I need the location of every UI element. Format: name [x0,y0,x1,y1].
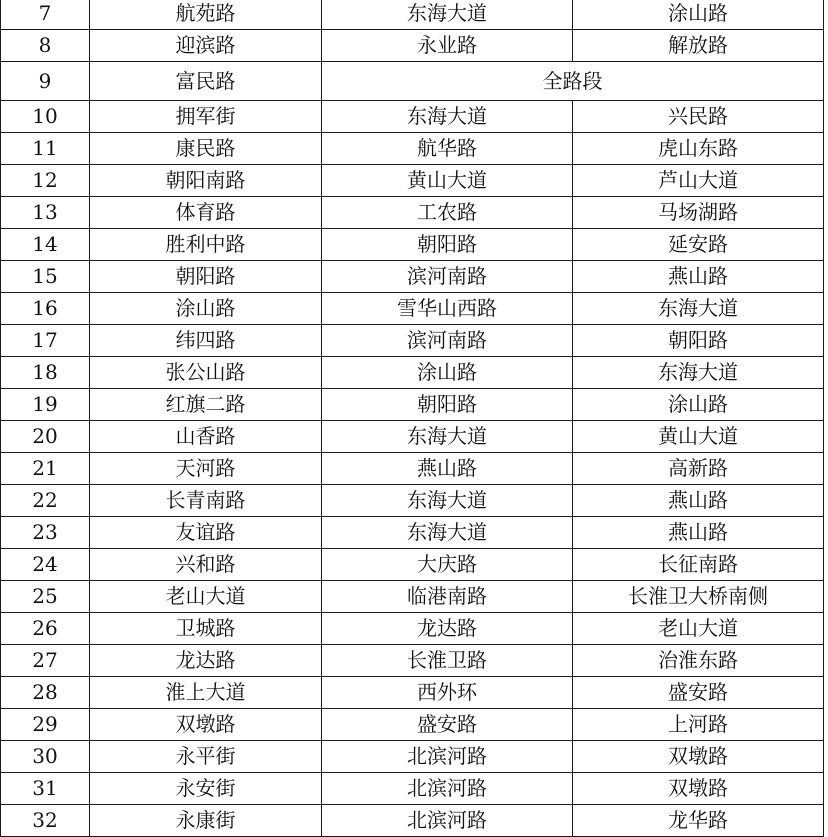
row-number: 12 [1,165,90,197]
section-start: 北滨河路 [322,773,573,805]
section-end: 燕山路 [573,261,824,293]
table-row [1,485,824,517]
table-row [1,261,824,293]
road-name: 迎滨路 [90,30,322,62]
table-row [1,613,824,645]
table-row [1,453,824,485]
row-number: 23 [1,517,90,549]
section-start: 雪华山西路 [322,293,573,325]
row-number: 18 [1,357,90,389]
road-name: 永康街 [90,805,322,837]
table-row [1,421,824,453]
road-name: 张公山路 [90,357,322,389]
road-table-body [1,0,824,837]
row-number: 29 [1,709,90,741]
section-end: 双墩路 [573,773,824,805]
section-end: 长淮卫大桥南侧 [573,581,824,613]
section-end: 朝阳路 [573,325,824,357]
road-name: 龙达路 [90,645,322,677]
road-name: 航苑路 [90,0,322,30]
section-end: 长征南路 [573,549,824,581]
table-row [1,62,824,101]
section-end: 黄山大道 [573,421,824,453]
road-name: 长青南路 [90,485,322,517]
table-row [1,293,824,325]
section-end: 马场湖路 [573,197,824,229]
section-start: 东海大道 [322,421,573,453]
row-number: 32 [1,805,90,837]
row-number: 17 [1,325,90,357]
road-name: 涂山路 [90,293,322,325]
row-number: 26 [1,613,90,645]
section-end: 虎山东路 [573,133,824,165]
section-start: 滨河南路 [322,261,573,293]
section-full-length: 全路段 [322,62,824,101]
road-name: 兴和路 [90,549,322,581]
section-start: 西外环 [322,677,573,709]
table-row [1,165,824,197]
section-end: 上河路 [573,709,824,741]
section-end: 涂山路 [573,389,824,421]
row-number: 20 [1,421,90,453]
row-number: 9 [1,62,90,101]
table-row [1,805,824,837]
road-name: 永平街 [90,741,322,773]
section-start: 朝阳路 [322,229,573,261]
section-end: 芦山大道 [573,165,824,197]
table-row [1,709,824,741]
table-row [1,0,824,30]
row-number: 10 [1,101,90,133]
table-row [1,549,824,581]
table-row [1,517,824,549]
table-row [1,197,824,229]
section-start: 北滨河路 [322,805,573,837]
table-row [1,30,824,62]
section-end: 延安路 [573,229,824,261]
section-start: 盛安路 [322,709,573,741]
row-number: 13 [1,197,90,229]
section-start: 燕山路 [322,453,573,485]
table-row [1,741,824,773]
row-number: 7 [1,0,90,30]
table-row [1,773,824,805]
road-name: 纬四路 [90,325,322,357]
road-name: 朝阳路 [90,261,322,293]
section-end: 燕山路 [573,517,824,549]
road-name: 友谊路 [90,517,322,549]
road-name: 山香路 [90,421,322,453]
table-row [1,101,824,133]
table-row [1,357,824,389]
road-name: 老山大道 [90,581,322,613]
section-start: 东海大道 [322,101,573,133]
row-number: 19 [1,389,90,421]
section-start: 朝阳路 [322,389,573,421]
table-row [1,325,824,357]
section-end: 解放路 [573,30,824,62]
row-number: 30 [1,741,90,773]
row-number: 21 [1,453,90,485]
section-start: 东海大道 [322,0,573,30]
road-name: 双墩路 [90,709,322,741]
row-number: 16 [1,293,90,325]
section-end: 兴民路 [573,101,824,133]
section-start: 滨河南路 [322,325,573,357]
row-number: 14 [1,229,90,261]
section-start: 东海大道 [322,485,573,517]
section-end: 双墩路 [573,741,824,773]
section-end: 龙华路 [573,805,824,837]
road-name: 卫城路 [90,613,322,645]
row-number: 27 [1,645,90,677]
section-start: 东海大道 [322,517,573,549]
road-name: 富民路 [90,62,322,101]
section-start: 北滨河路 [322,741,573,773]
table-row [1,389,824,421]
road-name: 红旗二路 [90,389,322,421]
road-name: 康民路 [90,133,322,165]
row-number: 31 [1,773,90,805]
row-number: 24 [1,549,90,581]
section-start: 大庆路 [322,549,573,581]
section-start: 黄山大道 [322,165,573,197]
road-name: 永安街 [90,773,322,805]
row-number: 11 [1,133,90,165]
row-number: 25 [1,581,90,613]
section-end: 东海大道 [573,357,824,389]
table-row [1,645,824,677]
section-start: 龙达路 [322,613,573,645]
section-end: 老山大道 [573,613,824,645]
section-start: 临港南路 [322,581,573,613]
road-name: 天河路 [90,453,322,485]
table-row [1,133,824,165]
road-name: 淮上大道 [90,677,322,709]
section-end: 涂山路 [573,0,824,30]
section-end: 高新路 [573,453,824,485]
section-start: 永业路 [322,30,573,62]
table-row [1,229,824,261]
table-row [1,677,824,709]
road-name: 拥军街 [90,101,322,133]
section-start: 工农路 [322,197,573,229]
section-start: 长淮卫路 [322,645,573,677]
row-number: 22 [1,485,90,517]
row-number: 8 [1,30,90,62]
road-name: 体育路 [90,197,322,229]
section-start: 涂山路 [322,357,573,389]
row-number: 15 [1,261,90,293]
section-end: 东海大道 [573,293,824,325]
section-end: 燕山路 [573,485,824,517]
table-row [1,581,824,613]
road-name: 胜利中路 [90,229,322,261]
section-end: 盛安路 [573,677,824,709]
row-number: 28 [1,677,90,709]
section-start: 航华路 [322,133,573,165]
section-end: 治淮东路 [573,645,824,677]
road-name: 朝阳南路 [90,165,322,197]
